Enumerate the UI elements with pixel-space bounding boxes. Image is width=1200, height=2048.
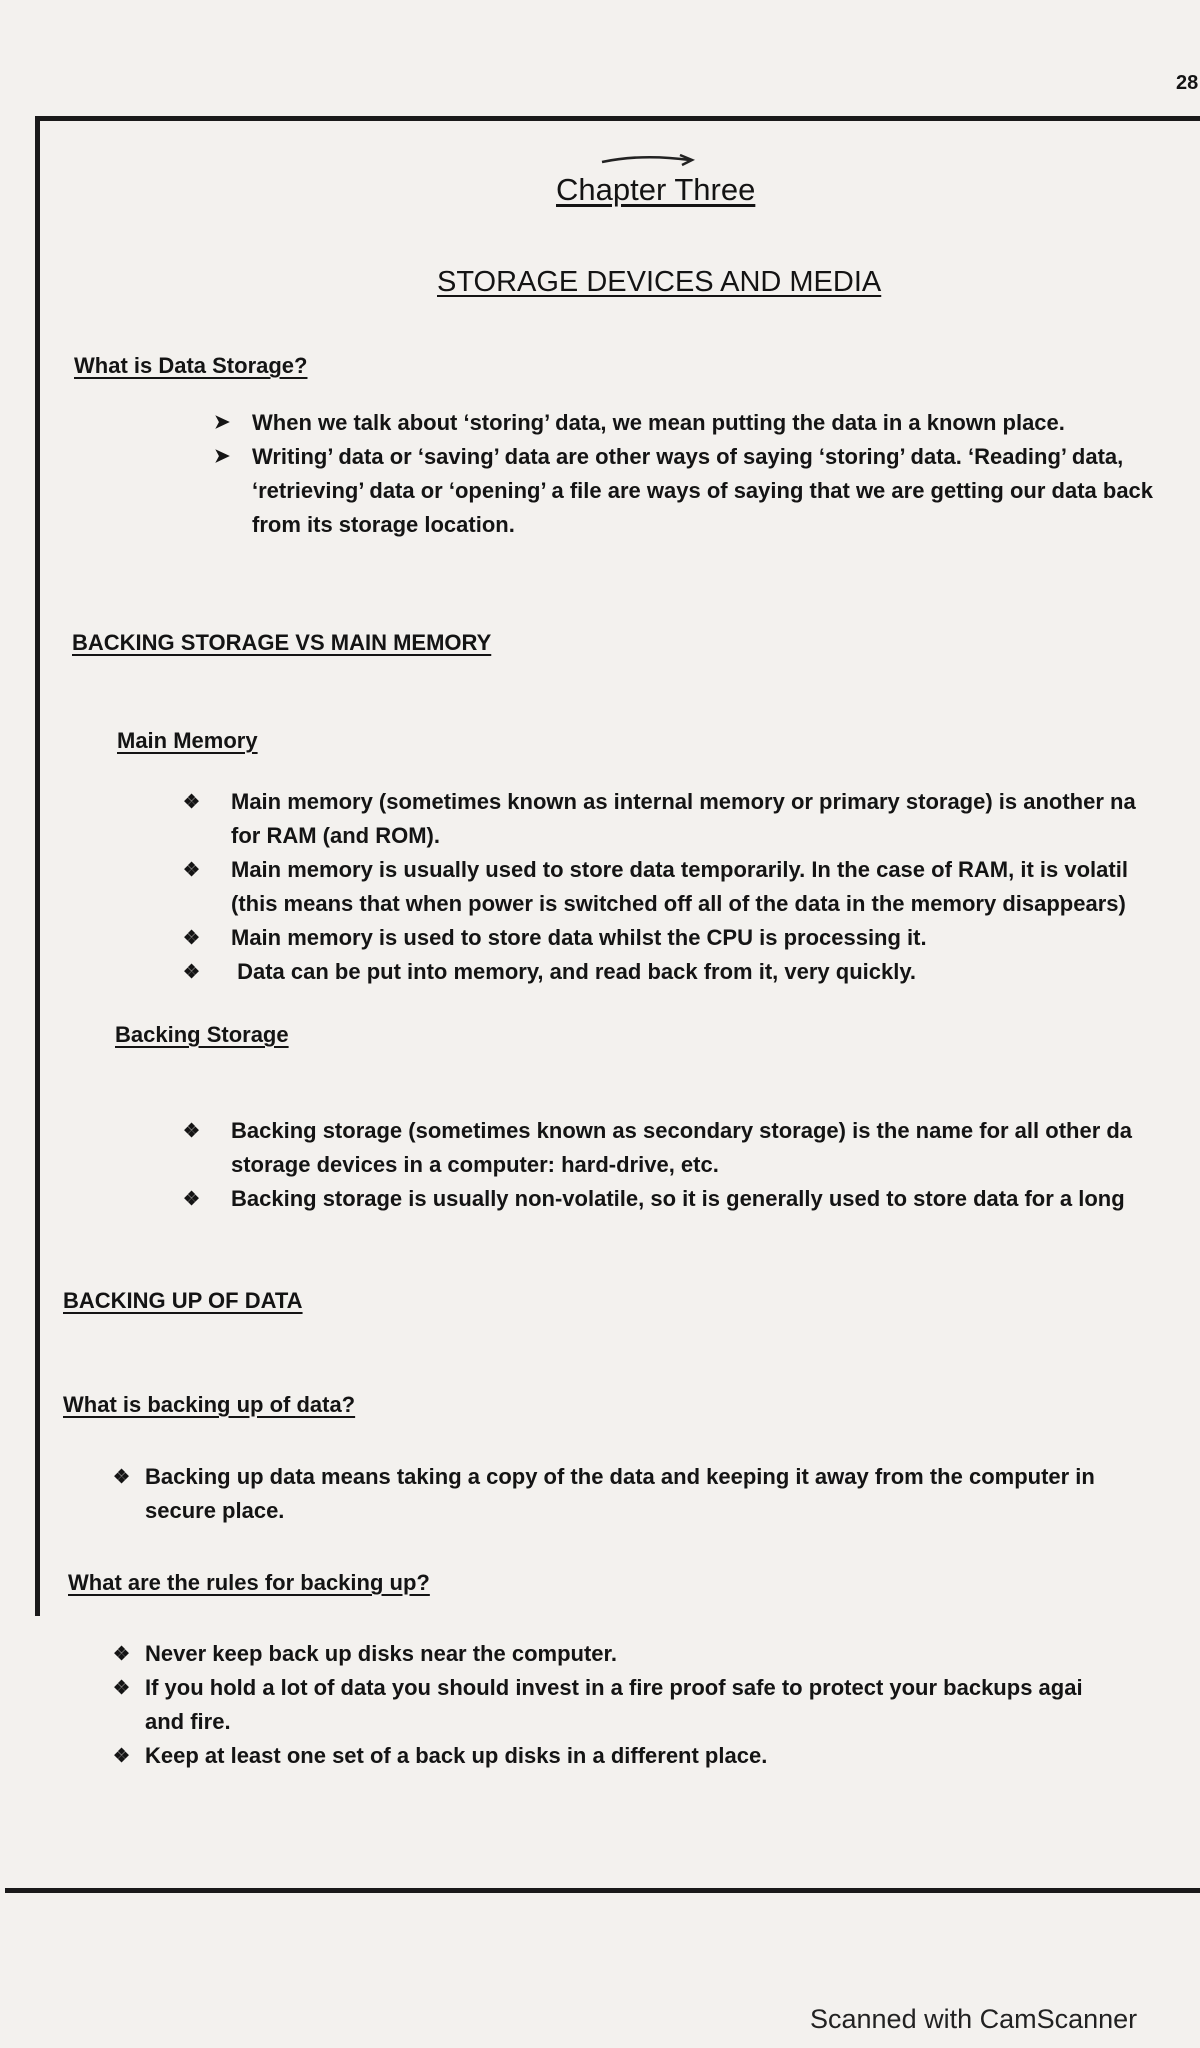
list-item: ➤ When we talk about ‘storing’ data, we mean putting the data in a known place. (214, 406, 1153, 440)
chapter-heading: Chapter Three (556, 172, 756, 207)
list-item: ❖ Keep at least one set of a back up disks in a different place. (113, 1739, 1083, 1773)
list-item: ❖ If you hold a lot of data you should invest in a fire proof safe to protect your backups agai and fire. (113, 1671, 1083, 1739)
data-storage-list (214, 406, 1153, 542)
backing-storage-list (183, 1114, 1132, 1216)
list-item: ❖ Backing storage is usually non-volatile, so it is generally used to store data for a long (183, 1182, 1132, 1216)
list-item: ❖ Backing storage (sometimes known as secondary storage) is the name for all other da storage devices in a computer: hard-drive, etc. (183, 1114, 1132, 1182)
section-heading-backing-up: BACKING UP OF DATA (63, 1288, 303, 1313)
diamond-bullet-icon: ❖ (183, 860, 201, 881)
diamond-bullet-icon: ❖ (183, 962, 201, 983)
diamond-bullet-icon: ❖ (183, 792, 201, 813)
subheading-backing-storage: Backing Storage (115, 1022, 289, 1047)
page-frame-bottom-border (5, 1888, 1200, 1893)
subheading-what-is-backing-up: What is backing up of data? (63, 1392, 356, 1417)
list-item: ❖ Data can be put into memory, and read back from it, very quickly. (183, 955, 1136, 989)
backup-rules-list (113, 1637, 1083, 1773)
diamond-bullet-icon: ❖ (183, 928, 201, 949)
arrowhead-bullet-icon: ➤ (214, 446, 230, 467)
section-heading-backing-vs-main: BACKING STORAGE VS MAIN MEMORY (72, 630, 492, 655)
diamond-bullet-icon: ❖ (183, 1121, 201, 1142)
list-item: ➤ Writing’ data or ‘saving’ data are other ways of saying ‘storing’ data. ‘Reading’ data, ‘retrieving’ data or ‘opening’ a file are ways of saying that we are getting our data back from its storage location. (214, 440, 1153, 542)
diamond-bullet-icon: ❖ (113, 1467, 131, 1488)
list-item: ❖ Main memory is used to store data whilst the CPU is processing it. (183, 921, 1136, 955)
section-heading-data-storage: What is Data Storage? (74, 353, 308, 378)
list-item: ❖ Main memory is usually used to store data temporarily. In the case of RAM, it is volatil (this means that when power is switched off all of the data in the memory disappears) (183, 853, 1136, 921)
diamond-bullet-icon: ❖ (113, 1746, 131, 1767)
page-title: STORAGE DEVICES AND MEDIA (437, 266, 882, 298)
main-memory-list (183, 785, 1136, 989)
list-item: ❖ Never keep back up disks near the computer. (113, 1637, 1083, 1671)
subheading-main-memory: Main Memory (117, 728, 258, 753)
handwritten-swoosh-mark (600, 150, 696, 170)
list-item: ❖ Backing up data means taking a copy of the data and keeping it away from the computer in secure place. (113, 1460, 1095, 1528)
diamond-bullet-icon: ❖ (113, 1678, 131, 1699)
page-number: 28 (1176, 72, 1199, 94)
diamond-bullet-icon: ❖ (183, 1189, 201, 1210)
what-is-backing-up-list (113, 1460, 1095, 1528)
list-item: ❖ Main memory (sometimes known as internal memory or primary storage) is another na for RAM (and ROM). (183, 785, 1136, 853)
subheading-rules-for-backing-up: What are the rules for backing up? (68, 1570, 430, 1595)
diamond-bullet-icon: ❖ (113, 1644, 131, 1665)
scanner-watermark: Scanned with CamScanner (810, 2004, 1138, 2034)
arrowhead-bullet-icon: ➤ (214, 412, 230, 433)
